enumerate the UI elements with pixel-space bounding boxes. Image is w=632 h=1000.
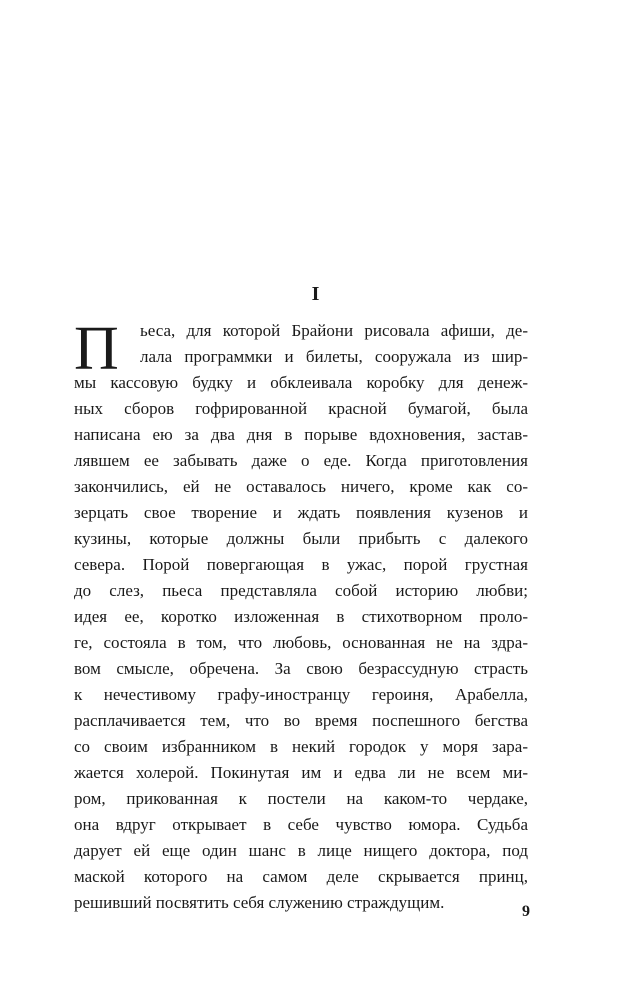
- text-line: со своим избранником в некий городок у моря зара-: [74, 737, 528, 756]
- text-line: зерцать свое творение и ждать появления кузенов и: [74, 503, 528, 522]
- text-line: дарует ей еще один шанс в лице нищего доктора, под: [74, 841, 528, 860]
- text-line: ром, прикованная к постели на каком-то чердаке,: [74, 789, 528, 808]
- text-line: вом смысле, обречена. За свою безрассудную страсть: [74, 659, 528, 678]
- drop-cap-letter: П: [74, 315, 119, 383]
- text-line: к нечестивому графу-иностранцу героиня, Арабелла,: [74, 685, 528, 704]
- text-line: ге, состояла в том, что любовь, основанная не на здра-: [74, 633, 528, 652]
- text-line: маской которого на самом деле скрывается принц,: [74, 867, 528, 886]
- text-line: написана ею за два дня в порыве вдохновения, застав-: [74, 425, 528, 444]
- text-line: мы кассовую будку и обклеивала коробку для денеж-: [74, 373, 528, 392]
- text-line: ьеса, для которой Брайони рисовала афиши, де-: [140, 321, 528, 340]
- text-line: лявшем ее забывать даже о еде. Когда приготовления: [74, 451, 528, 470]
- text-line: она вдруг открывает в себе чувство юмора. Судьба: [74, 815, 528, 834]
- text-line: кузины, которые должны были прибыть с далекого: [74, 529, 528, 548]
- text-line: до слез, пьеса представляла собой историю любви;: [74, 581, 528, 600]
- text-line: расплачивается тем, что во время поспешного бегства: [74, 711, 528, 730]
- body-text: [74, 315, 528, 916]
- text-line: идея ее, коротко изложенная в стихотворном проло-: [74, 607, 528, 626]
- text-line: закончились, ей не оставалось ничего, кроме как со-: [74, 477, 528, 496]
- text-line: решивший посвятить себя служению страждущим.: [74, 893, 445, 912]
- page-number: 9: [522, 903, 530, 920]
- text-line: жается холерой. Покинутая им и едва ли не всем ми-: [74, 763, 528, 782]
- text-line: лала программки и билеты, сооружала из шир-: [140, 347, 528, 366]
- text-line: ных сборов гофрированной красной бумагой, была: [74, 399, 528, 418]
- text-line: севера. Порой повергающая в ужас, порой грустная: [74, 555, 528, 574]
- chapter-number: I: [311, 283, 321, 305]
